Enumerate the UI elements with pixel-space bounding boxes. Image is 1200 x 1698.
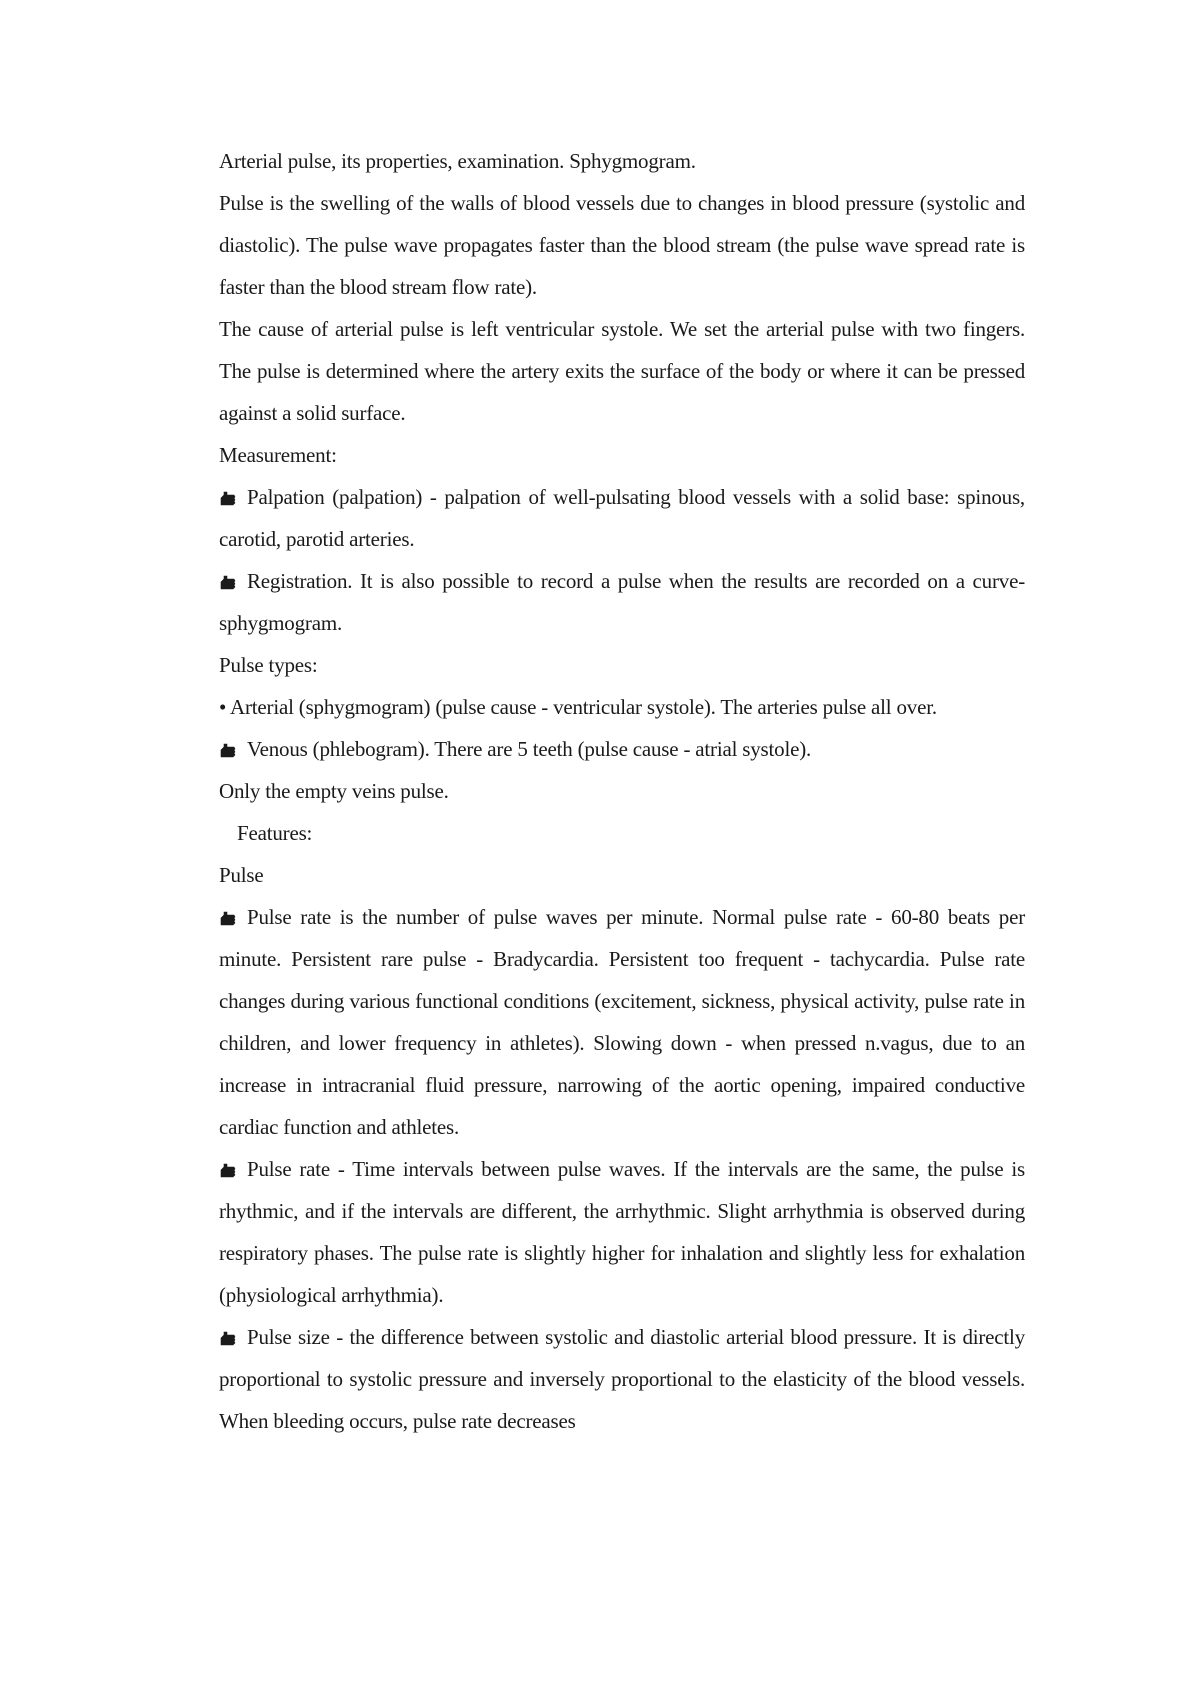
pulse-rate-text: Pulse rate is the number of pulse waves per minute. Normal pulse rate - 60-80 beats per minute. Persistent rare pulse - Bradycardia. Persistent too frequent - tachycardia. Pulse rate changes during various functional conditions (excitement, sickness, physical activity, pulse rate in children, and lower frequency in athletes). Slowing down - when pressed n.vagus, due to an increase in intracranial fluid pressure, narrowing of the aortic opening, impaired conductive cardiac function and athletes. [219, 905, 1025, 1139]
hand-pointer-icon [219, 742, 237, 758]
list-item-venous [219, 728, 1025, 770]
list-item-pulse-rhythm [219, 1148, 1025, 1316]
pulse-size-text: Pulse size - the difference between systolic and diastolic arterial blood pressure. It is directly proportional to systolic pressure and inversely proportional to the elasticity of the blood vessels. When bleeding occurs, pulse rate decreases [219, 1325, 1025, 1433]
pulse-types-heading: Pulse types: [219, 653, 318, 677]
hand-pointer-icon [219, 1162, 237, 1178]
hand-pointer-icon [219, 1330, 237, 1346]
document-body [219, 140, 1025, 1442]
paragraph-pulse-definition: Pulse is the swelling of the walls of blood vessels due to changes in blood pressure (systolic and diastolic). The pulse wave propagates faster than the blood stream (the pulse wave spread rate is faster than the blood stream flow rate). [219, 191, 1025, 299]
list-item-pulse-size [219, 1316, 1025, 1442]
registration-text: Registration. It is also possible to record a pulse when the results are recorded on a curve-sphygmogram. [219, 569, 1025, 635]
list-item-palpation [219, 476, 1025, 560]
venous-text: Venous (phlebogram). There are 5 teeth (pulse cause - atrial systole). [247, 737, 812, 761]
paragraph-empty-veins: Only the empty veins pulse. [219, 779, 449, 803]
list-item-arterial: • Arterial (sphygmogram) (pulse cause - ventricular systole). The arteries pulse all over. [219, 695, 937, 719]
list-item-registration [219, 560, 1025, 644]
palpation-text: Palpation (palpation) - palpation of well-pulsating blood vessels with a solid base: spinous, carotid, parotid arteries. [219, 485, 1025, 551]
measurement-heading: Measurement: [219, 443, 337, 467]
pulse-rhythm-text: Pulse rate - Time intervals between pulse waves. If the intervals are the same, the pulse is rhythmic, and if the intervals are different, the arrhythmic. Slight arrhythmia is observed during respiratory phases. The pulse rate is slightly higher for inhalation and slightly less for exhalation (physiological arrhythmia). [219, 1157, 1025, 1307]
list-item-pulse-rate [219, 896, 1025, 1148]
document-title: Arterial pulse, its properties, examination. Sphygmogram. [219, 149, 696, 173]
pulse-heading: Pulse [219, 863, 264, 887]
features-heading: Features: [237, 821, 313, 845]
hand-pointer-icon [219, 490, 237, 506]
paragraph-pulse-cause: The cause of arterial pulse is left ventricular systole. We set the arterial pulse with two fingers. The pulse is determined where the artery exits the surface of the body or where it can be pressed against a solid surface. [219, 317, 1025, 425]
hand-pointer-icon [219, 574, 237, 590]
hand-pointer-icon [219, 910, 237, 926]
